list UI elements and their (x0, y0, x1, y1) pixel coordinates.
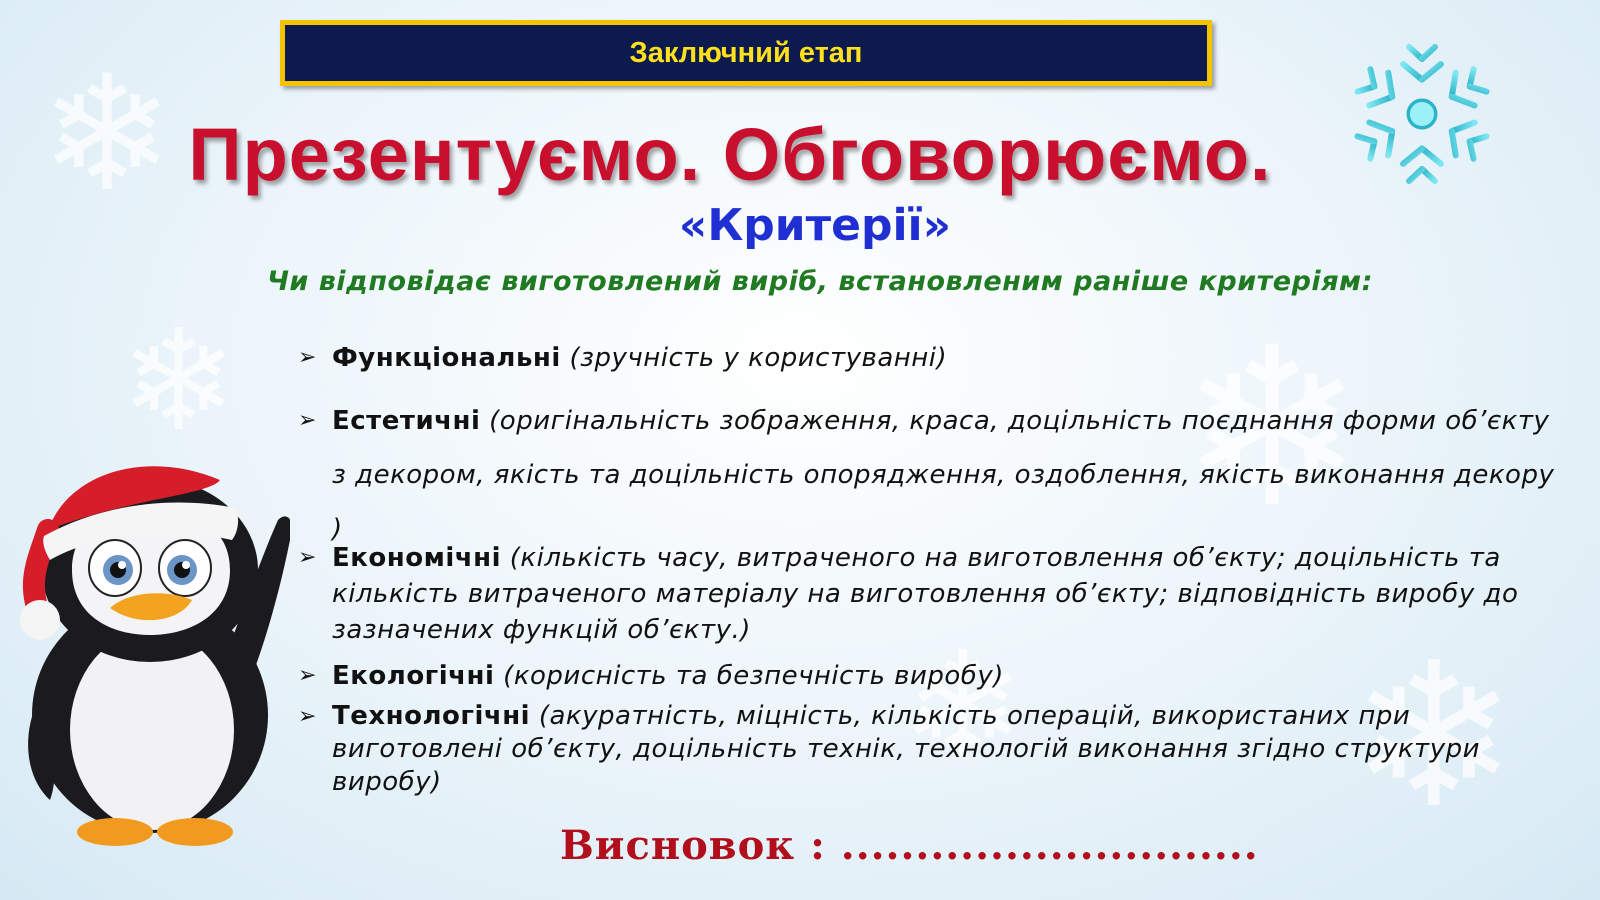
arrow-bullet-icon: ➢ (298, 345, 317, 370)
page-title: Презентуємо. Обговорюємо. (188, 113, 1272, 196)
arrow-bullet-icon: ➢ (298, 545, 317, 570)
page-subtitle: «Критерії» (678, 200, 952, 251)
background-snowflake-icon: ❄ (40, 40, 175, 227)
conclusion: Висновок : ............................ (560, 822, 1259, 869)
criterion-name: Екологічні (332, 661, 495, 691)
criterion-name: Естетичні (332, 406, 481, 436)
arrow-bullet-icon: ➢ (298, 408, 317, 433)
criterion-name: Економічні (332, 543, 501, 573)
background-snowflake-icon: ❄ (1180, 300, 1365, 556)
criterion-description: (корисність та безпечність виробу) (494, 661, 1004, 691)
penguin-illustration (10, 450, 290, 850)
arrow-bullet-icon: ➢ (298, 704, 317, 729)
background-snowflake-icon: ❄ (1350, 620, 1518, 853)
stage-banner (280, 20, 1212, 86)
criterion-description: (оригінальність зображення, краса, доцільність поєднання форми об’єкту з декором, якість та доцільність опорядження, оздоблення, якість виконання декору ) (332, 406, 1555, 544)
criterion-description: (акуратність, міцність, кількість операцій, використаних при виготовлені об’єкту, доцільність технік, технологій виконання згідно структури виробу) (332, 701, 1480, 797)
background-snowflake-icon: ❄ (900, 620, 1026, 794)
criterion-name: Функціональні (332, 343, 561, 373)
criterion-name: Технологічні (332, 701, 531, 731)
criterion-description: (кількість часу, витраченого на виготовлення об’єкту; доцільність та кількість витраченого матеріалу на виготовлення об’єкту; відповідність виробу до зазначених функцій об’єкту.) (332, 543, 1519, 645)
stage-label: Заключний етап (629, 36, 863, 69)
arrow-bullet-icon: ➢ (298, 663, 317, 688)
background-snowflake-icon: ❄ (120, 300, 238, 463)
criteria-question: Чи відповідає виготовлений виріб, встановленим раніше критеріям: (267, 266, 1373, 297)
criterion-description: (зручність у користуванні) (560, 343, 948, 373)
